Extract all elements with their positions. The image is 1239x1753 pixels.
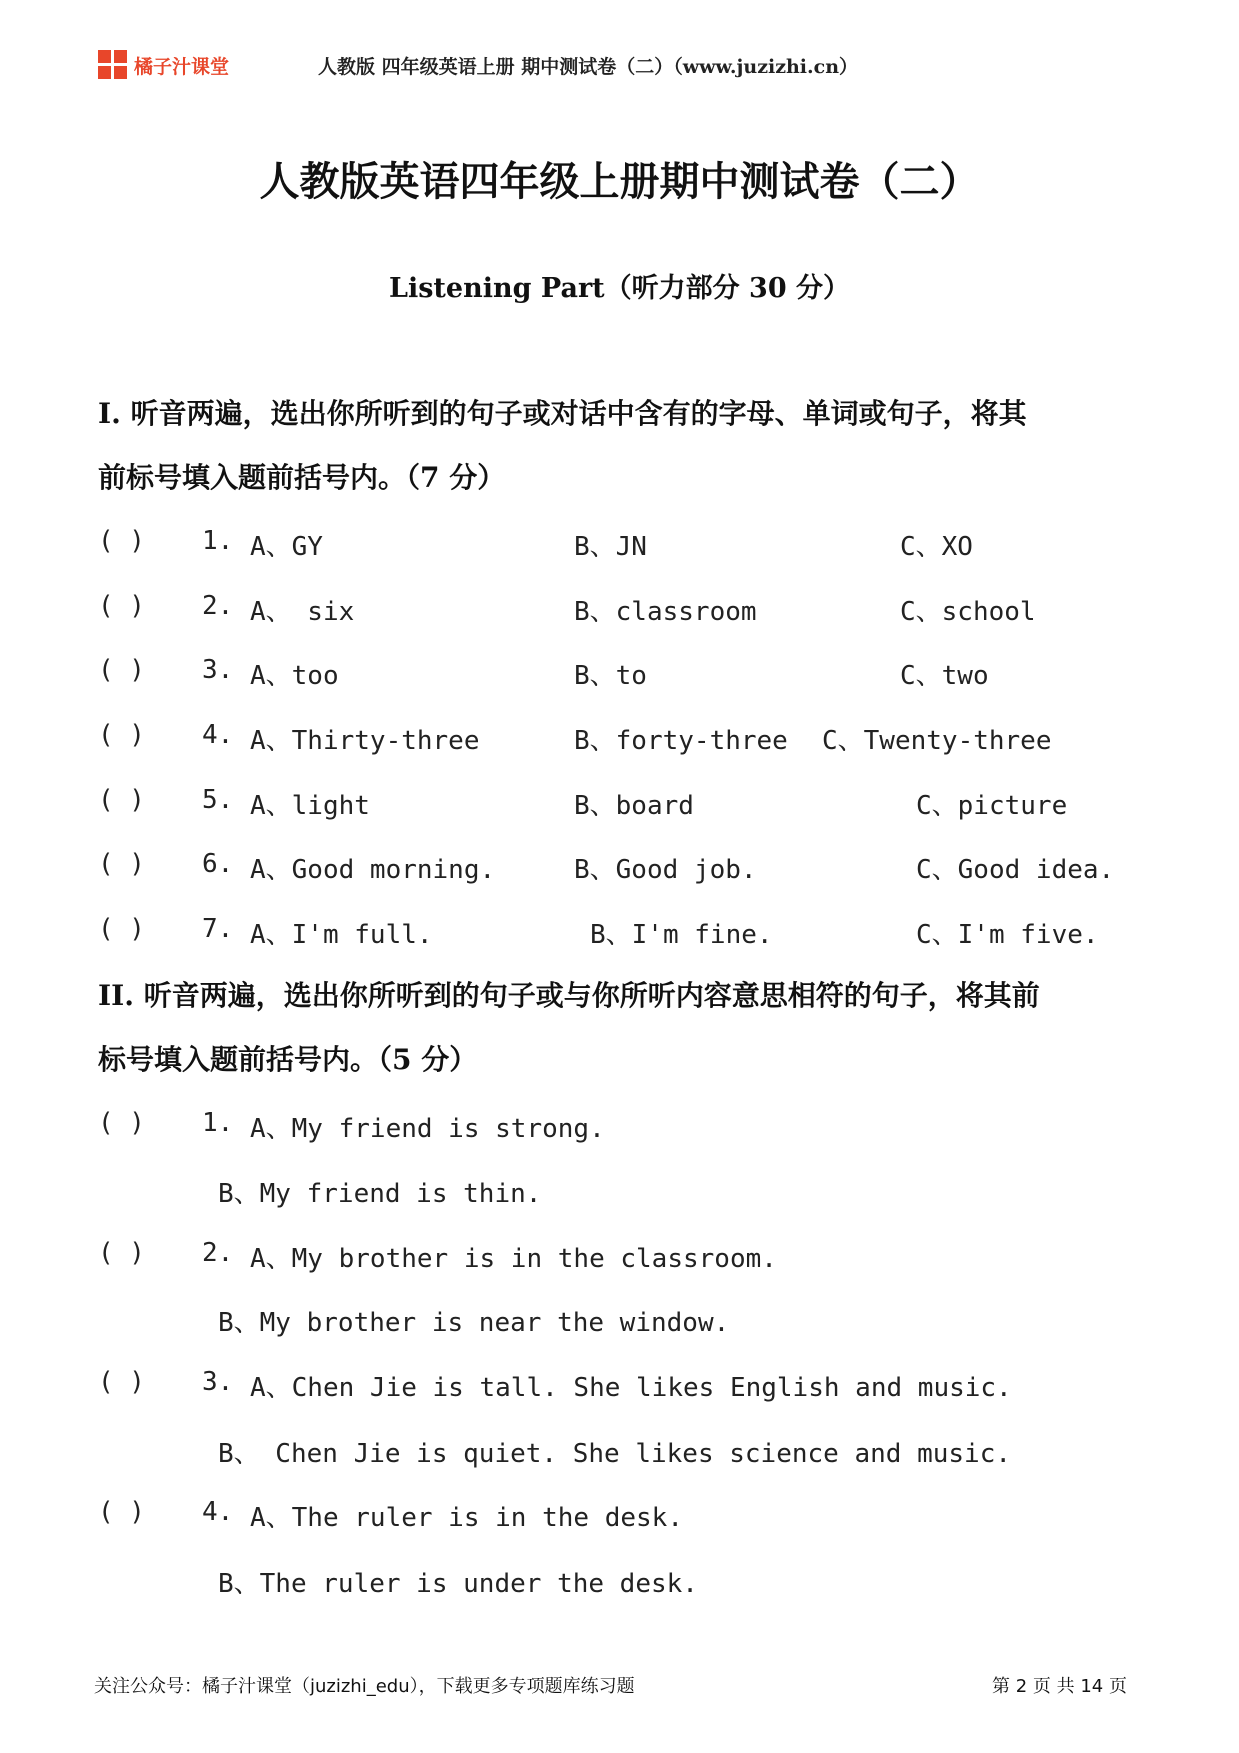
question-number: 4. — [202, 1497, 234, 1527]
header-doc-title: 人教版 四年级英语上册 期中测试卷（二）（www.juzizhi.cn） — [318, 56, 859, 78]
option-a: A、My brother is in the classroom. — [250, 1244, 777, 1274]
option-b: B、Good job. — [574, 855, 757, 885]
option-a: A、light — [250, 791, 370, 821]
option-c: C、I'm five. — [916, 920, 1099, 950]
answer-bracket[interactable]: ( ) — [98, 914, 145, 944]
option-b: B、 Chen Jie is quiet. She likes science and music. — [218, 1439, 1012, 1469]
question-number: 2. — [202, 1238, 234, 1268]
question-number: 4. — [202, 720, 234, 750]
question-number: 3. — [202, 655, 234, 685]
answer-bracket[interactable]: ( ) — [98, 526, 145, 556]
option-b: B、board — [574, 791, 694, 821]
option-b: B、My brother is near the window. — [218, 1308, 730, 1338]
page-title: 人教版英语四年级上册期中测试卷（二） — [259, 158, 980, 205]
question-number: 3. — [202, 1367, 234, 1397]
answer-bracket[interactable]: ( ) — [98, 1367, 145, 1397]
option-a: A、My friend is strong. — [250, 1114, 605, 1144]
page-number: 第 2 页 共 14 页 — [992, 1676, 1127, 1697]
answer-bracket[interactable]: ( ) — [98, 785, 145, 815]
answer-bracket[interactable]: ( ) — [98, 591, 145, 621]
question-number: 6. — [202, 849, 234, 879]
option-a: A、GY — [250, 532, 323, 562]
option-c: C、picture — [916, 791, 1068, 821]
option-c: C、Twenty-three — [822, 726, 1052, 756]
option-a: A、I'm full. — [250, 920, 433, 950]
option-b: B、classroom — [574, 597, 757, 627]
question-number: 1. — [202, 526, 234, 556]
option-b: B、I'm fine. — [590, 920, 773, 950]
footer-promo: 关注公众号：橘子汁课堂（juzizhi_edu），下载更多专项题库练习题 — [94, 1676, 635, 1697]
option-b: B、My friend is thin. — [218, 1179, 542, 1209]
logo-text: 橘子汁课堂 — [134, 55, 230, 78]
page-subtitle: Listening Part（听力部分 30 分） — [388, 273, 851, 304]
question-number: 5. — [202, 785, 234, 815]
option-b: B、The ruler is under the desk. — [218, 1569, 698, 1599]
answer-bracket[interactable]: ( ) — [98, 849, 145, 879]
section2-heading-line2: 标号填入题前括号内。（5 分） — [98, 1043, 478, 1076]
section2-heading-line1: II. 听音两遍，选出你所听到的句子或与你所听内容意思相符的句子，将其前 — [98, 979, 1040, 1012]
option-a: A、The ruler is in the desk. — [250, 1503, 683, 1533]
option-c: C、school — [900, 597, 1036, 627]
question-number: 1. — [202, 1108, 234, 1138]
logo-grid-icon — [98, 50, 128, 80]
section1-heading-line1: I. 听音两遍，选出你所听到的句子或对话中含有的字母、单词或句子，将其 — [98, 397, 1027, 430]
question-number: 2. — [202, 591, 234, 621]
answer-bracket[interactable]: ( ) — [98, 655, 145, 685]
option-a: A、Thirty-three — [250, 726, 480, 756]
section1-heading-line2: 前标号填入题前括号内。（7 分） — [98, 461, 506, 494]
option-b: B、JN — [574, 532, 647, 562]
option-c: C、XO — [900, 532, 973, 562]
option-a: A、Chen Jie is tall. She likes English and music. — [250, 1373, 1012, 1403]
option-a: A、 six — [250, 597, 355, 627]
option-c: C、two — [900, 661, 989, 691]
answer-bracket[interactable]: ( ) — [98, 1238, 145, 1268]
option-a: A、too — [250, 661, 339, 691]
option-b: B、forty-three — [574, 726, 788, 756]
answer-bracket[interactable]: ( ) — [98, 1108, 145, 1138]
brand-logo — [98, 48, 229, 82]
option-c: C、Good idea. — [916, 855, 1115, 885]
answer-bracket[interactable]: ( ) — [98, 720, 145, 750]
option-a: A、Good morning. — [250, 855, 496, 885]
option-b: B、to — [574, 661, 647, 691]
question-number: 7. — [202, 914, 234, 944]
answer-bracket[interactable]: ( ) — [98, 1497, 145, 1527]
